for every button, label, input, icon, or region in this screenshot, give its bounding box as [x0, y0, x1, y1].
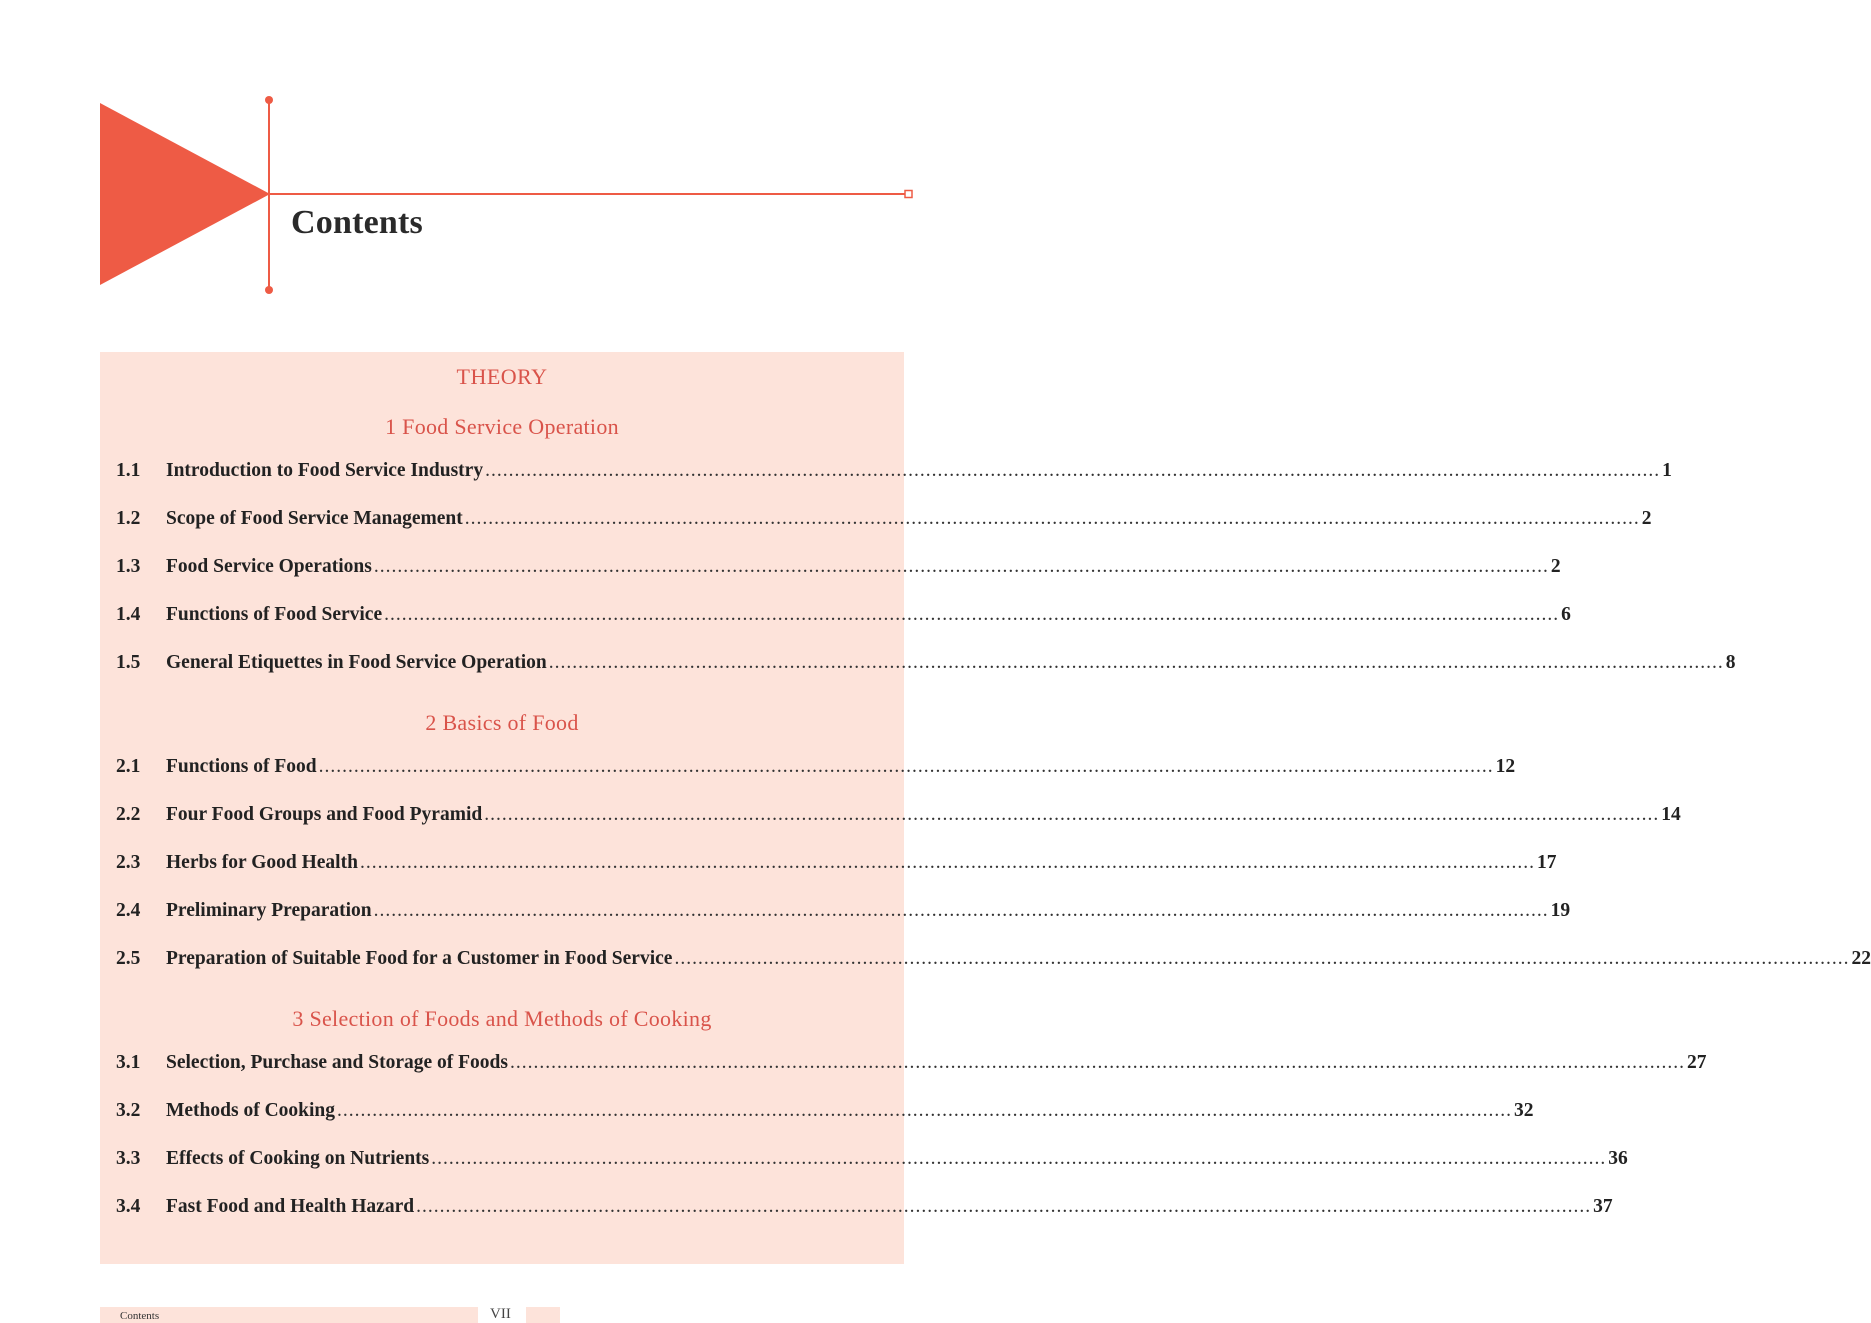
toc-entry-label: Fast Food and Health Hazard — [166, 1196, 415, 1217]
toc-entry-number: 2.2 — [116, 804, 141, 825]
toc-entry[interactable] — [116, 756, 1516, 782]
chapter-title: 2 Basics of Food — [425, 710, 579, 735]
toc-entry[interactable] — [116, 508, 1652, 534]
toc-entry[interactable] — [116, 652, 1736, 678]
toc-entry-page: 17 — [1536, 852, 1557, 873]
toc-entry[interactable] — [116, 556, 1561, 582]
toc-entry-label: Functions of Food — [166, 756, 317, 777]
toc-entry-page: 8 — [1725, 652, 1736, 673]
toc-entry-page: 2 — [1550, 556, 1561, 577]
toc-entry-page: 6 — [1561, 604, 1571, 625]
dot-leader: ........................................................................................................................................................................................................ — [548, 652, 1724, 673]
dot-leader: ........................................................................................................................................................................................................ — [384, 604, 1560, 625]
toc-entry-number: 3.1 — [116, 1052, 141, 1073]
footer-tab — [526, 1307, 560, 1323]
toc-entry-label: Selection, Purchase and Storage of Foods — [166, 1052, 508, 1073]
toc-entry-label: Effects of Cooking on Nutrients — [166, 1148, 430, 1169]
toc-entry[interactable] — [116, 948, 1871, 974]
toc-entry-page: 22 — [1851, 948, 1871, 969]
toc-entry[interactable] — [116, 1196, 1613, 1222]
dot-leader: ........................................................................................................................................................................................................ — [359, 852, 1535, 873]
toc-entry[interactable] — [116, 1052, 1707, 1078]
dot-leader: ........................................................................................................................................................................................................ — [373, 556, 1549, 577]
header-decoration — [0, 0, 998, 320]
triangle-ornament-icon — [0, 0, 998, 320]
toc-entry-number: 2.1 — [116, 756, 141, 777]
dot-leader: ........................................................................................................................................................................................................ — [464, 508, 1640, 529]
footer-page-number: VII — [490, 1306, 511, 1322]
toc-entry-page: 32 — [1514, 1100, 1534, 1121]
toc-entry-page: 12 — [1495, 756, 1516, 777]
toc-entry[interactable] — [116, 900, 1571, 926]
section-heading: THEORY — [456, 364, 548, 389]
toc-entry-number: 1.1 — [116, 460, 141, 481]
toc-entry-label: Introduction to Food Service Industry — [166, 460, 484, 481]
dot-leader: ........................................................................................................................................................................................................ — [318, 756, 1494, 777]
toc-entry[interactable] — [116, 852, 1557, 878]
toc-entry[interactable] — [116, 1100, 1534, 1126]
toc-entry-label: General Etiquettes in Food Service Operation — [166, 652, 547, 673]
toc-entry-page: 19 — [1550, 900, 1571, 921]
dot-leader: ........................................................................................................................................................................................................ — [373, 900, 1549, 921]
toc-entry-number: 2.4 — [116, 900, 141, 921]
toc-entry[interactable] — [116, 460, 1672, 486]
toc-entry-number: 1.4 — [116, 604, 141, 625]
footer-label: Contents — [120, 1310, 160, 1322]
dot-leader: ........................................................................................................................................................................................................ — [674, 948, 1850, 969]
toc-entry[interactable] — [116, 604, 1571, 630]
toc-entry-label: Preliminary Preparation — [166, 900, 372, 921]
toc-entry[interactable] — [116, 804, 1681, 830]
toc-entry-page: 36 — [1608, 1148, 1628, 1169]
toc-entry-number: 1.2 — [116, 508, 141, 529]
toc-entry-label: Functions of Food Service — [166, 604, 383, 625]
toc-entry-label: Herbs for Good Health — [166, 852, 358, 873]
toc-entry-label: Preparation of Suitable Food for a Customer in Food Service — [166, 948, 673, 969]
page-title: Contents — [291, 204, 423, 241]
toc-entry-number: 1.3 — [116, 556, 141, 577]
footer-bar — [100, 1307, 478, 1323]
chapter-title: 1 Food Service Operation — [385, 414, 619, 439]
dot-leader: ........................................................................................................................................................................................................ — [484, 804, 1660, 825]
toc-entry-label: Scope of Food Service Management — [166, 508, 463, 529]
dot-leader: ........................................................................................................................................................................................................ — [416, 1196, 1592, 1217]
toc-entry[interactable] — [116, 1148, 1628, 1174]
toc-entry-number: 2.3 — [116, 852, 141, 873]
toc-entry-number: 1.5 — [116, 652, 141, 673]
toc-entry-page: 27 — [1686, 1052, 1707, 1073]
toc-entry-page: 14 — [1661, 804, 1681, 825]
chapter-title: 3 Selection of Foods and Methods of Cooking — [292, 1006, 712, 1031]
dot-leader: ........................................................................................................................................................................................................ — [509, 1052, 1685, 1073]
toc-entry-page: 1 — [1662, 460, 1672, 481]
toc-panel — [100, 352, 1871, 1264]
toc-entry-number: 3.3 — [116, 1148, 141, 1169]
dot-leader: ........................................................................................................................................................................................................ — [431, 1148, 1607, 1169]
toc-entry-page: 37 — [1593, 1196, 1613, 1217]
toc-entry-label: Food Service Operations — [166, 556, 372, 577]
toc-entry-number: 3.2 — [116, 1100, 141, 1121]
toc-entry-label: Four Food Groups and Food Pyramid — [166, 804, 483, 825]
toc-entry-page: 2 — [1641, 508, 1652, 529]
toc-entry-number: 3.4 — [116, 1196, 141, 1217]
toc-entry-label: Methods of Cooking — [166, 1100, 336, 1121]
toc-entry-number: 2.5 — [116, 948, 141, 969]
dot-leader: ........................................................................................................................................................................................................ — [337, 1100, 1513, 1121]
dot-leader: ........................................................................................................................................................................................................ — [485, 460, 1661, 481]
